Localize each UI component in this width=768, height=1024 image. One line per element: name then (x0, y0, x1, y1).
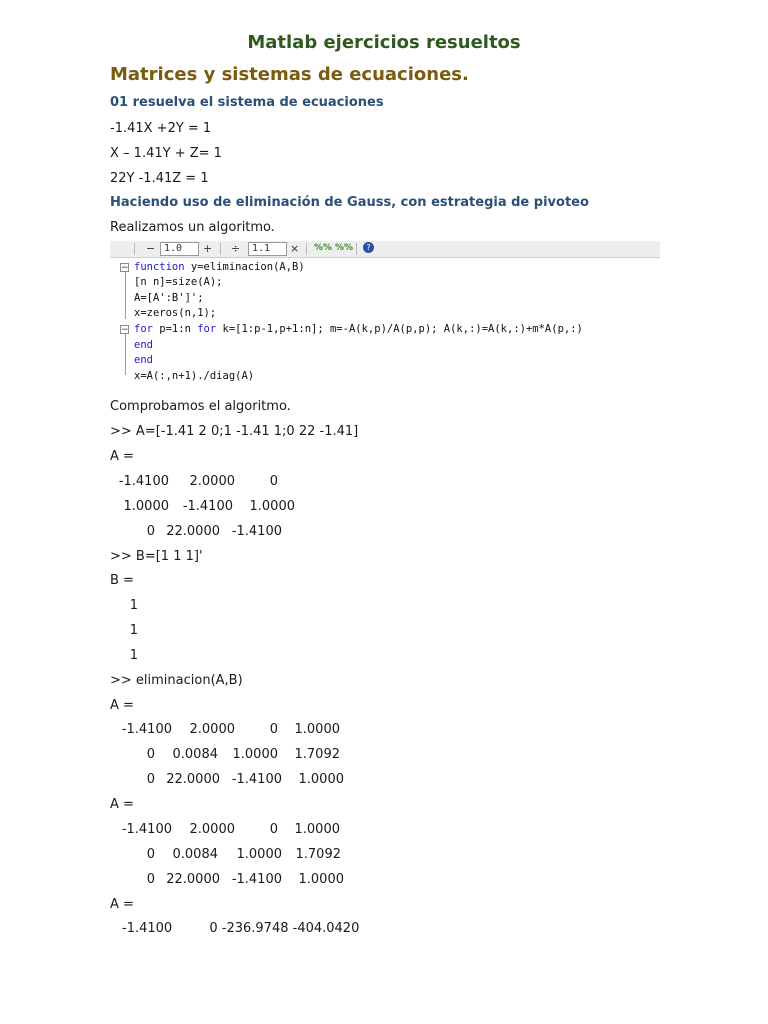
result-3-label: A = (110, 897, 134, 912)
vector-cell: 1 (129, 648, 138, 663)
matrix-cell: -1.4100 (121, 722, 172, 737)
matrix-cell: 0 (146, 524, 155, 539)
cell-step-input-2[interactable]: 1.1 (248, 242, 287, 256)
matrix-cell: -1.4100 (118, 474, 169, 489)
result-2-label: A = (110, 797, 134, 812)
matrix-cell: 0 (146, 847, 155, 862)
decrement-button[interactable]: − (146, 242, 156, 255)
matrix-cell: 0 (269, 474, 278, 489)
code-line-7: end (134, 354, 153, 366)
code-line-6: end (134, 339, 153, 351)
code-editor-screenshot (110, 241, 660, 387)
evaluate-cell-advance-icon[interactable]: %% (335, 243, 354, 253)
result-1-label: A = (110, 698, 134, 713)
matrix-a-label: A = (110, 449, 134, 464)
fold-toggle-for[interactable]: − (121, 325, 129, 335)
method-heading: Haciendo uso de eliminación de Gauss, con estrategia de pivoteo (110, 195, 589, 210)
matrix-cell: 0 (146, 872, 155, 887)
matrix-cell: 22.0000 (166, 524, 220, 539)
matrix-cell: 1.0000 (294, 722, 340, 737)
exercise-heading: 01 resuelva el sistema de ecuaciones (110, 95, 384, 110)
result-3-row: -1.4100 0 -236.9748 -404.0420 (122, 921, 360, 936)
document-title: Matlab ejercicios resueltos (247, 32, 521, 53)
command-define-b: >> B=[1 1 1]' (110, 549, 203, 564)
matrix-b-label: B = (110, 573, 134, 588)
matrix-cell: 1.0000 (249, 499, 295, 514)
code-line-1: function y=eliminacion(A,B) (134, 261, 305, 273)
matrix-cell: 2.0000 (189, 822, 235, 837)
matrix-cell: 1.0000 (294, 822, 340, 837)
matrix-cell: 0 (146, 747, 155, 762)
code-line-3: A=[A':B']'; (134, 292, 204, 304)
matrix-cell: 1.7092 (295, 847, 341, 862)
divide-button[interactable]: ÷ (231, 242, 241, 255)
code-line-4: x=zeros(n,1); (134, 307, 217, 319)
cell-step-input-1[interactable]: 1.0 (160, 242, 199, 256)
matrix-cell: -1.4100 (231, 772, 282, 787)
increment-button[interactable]: + (203, 242, 213, 255)
matrix-cell: 1.7092 (294, 747, 340, 762)
equation-1: -1.41X +2Y = 1 (110, 121, 212, 136)
equation-2: X – 1.41Y + Z= 1 (110, 146, 222, 161)
matrix-cell: 1.0000 (298, 872, 344, 887)
vector-cell: 1 (129, 598, 138, 613)
matrix-cell: 1.0000 (123, 499, 169, 514)
matrix-cell: -1.4100 (182, 499, 233, 514)
command-eliminacion: >> eliminacion(A,B) (110, 673, 243, 688)
matrix-cell: 2.0000 (189, 474, 235, 489)
matrix-cell: -1.4100 (231, 872, 282, 887)
editor-toolbar (110, 241, 660, 258)
evaluate-cell-icon[interactable]: %% (314, 243, 333, 253)
matrix-cell: -1.4100 (121, 822, 172, 837)
check-text: Comprobamos el algoritmo. (110, 399, 291, 414)
matrix-cell: 0 (146, 772, 155, 787)
section-heading: Matrices y sistemas de ecuaciones. (110, 64, 469, 85)
help-icon[interactable]: ? (363, 242, 374, 253)
equation-3: 22Y -1.41Z = 1 (110, 171, 209, 186)
matrix-cell: 0 (269, 822, 278, 837)
matrix-cell: 0.0084 (172, 847, 218, 862)
matrix-cell: 2.0000 (189, 722, 235, 737)
matrix-cell: 0.0084 (172, 747, 218, 762)
matrix-cell: 1.0000 (236, 847, 282, 862)
close-icon[interactable]: × (290, 242, 300, 255)
matrix-cell: 1.0000 (232, 747, 278, 762)
matrix-cell: 0 (269, 722, 278, 737)
fold-toggle-function[interactable]: − (121, 263, 129, 273)
matrix-cell: -1.4100 (231, 524, 282, 539)
matrix-cell: 22.0000 (166, 872, 220, 887)
intro-text: Realizamos un algoritmo. (110, 220, 275, 235)
vector-cell: 1 (129, 623, 138, 638)
command-define-a: >> A=[-1.41 2 0;1 -1.41 1;0 22 -1.41] (110, 424, 359, 439)
code-line-2: [n n]=size(A); (134, 276, 223, 288)
code-line-8: x=A(:,n+1)./diag(A) (134, 370, 255, 382)
code-line-5: for p=1:n for k=[1:p-1,p+1:n]; m=-A(k,p)/A(p,p); A(k,:)=A(k,:)+m*A(p,:) (134, 323, 583, 335)
matrix-cell: 1.0000 (298, 772, 344, 787)
matrix-cell: 22.0000 (166, 772, 220, 787)
